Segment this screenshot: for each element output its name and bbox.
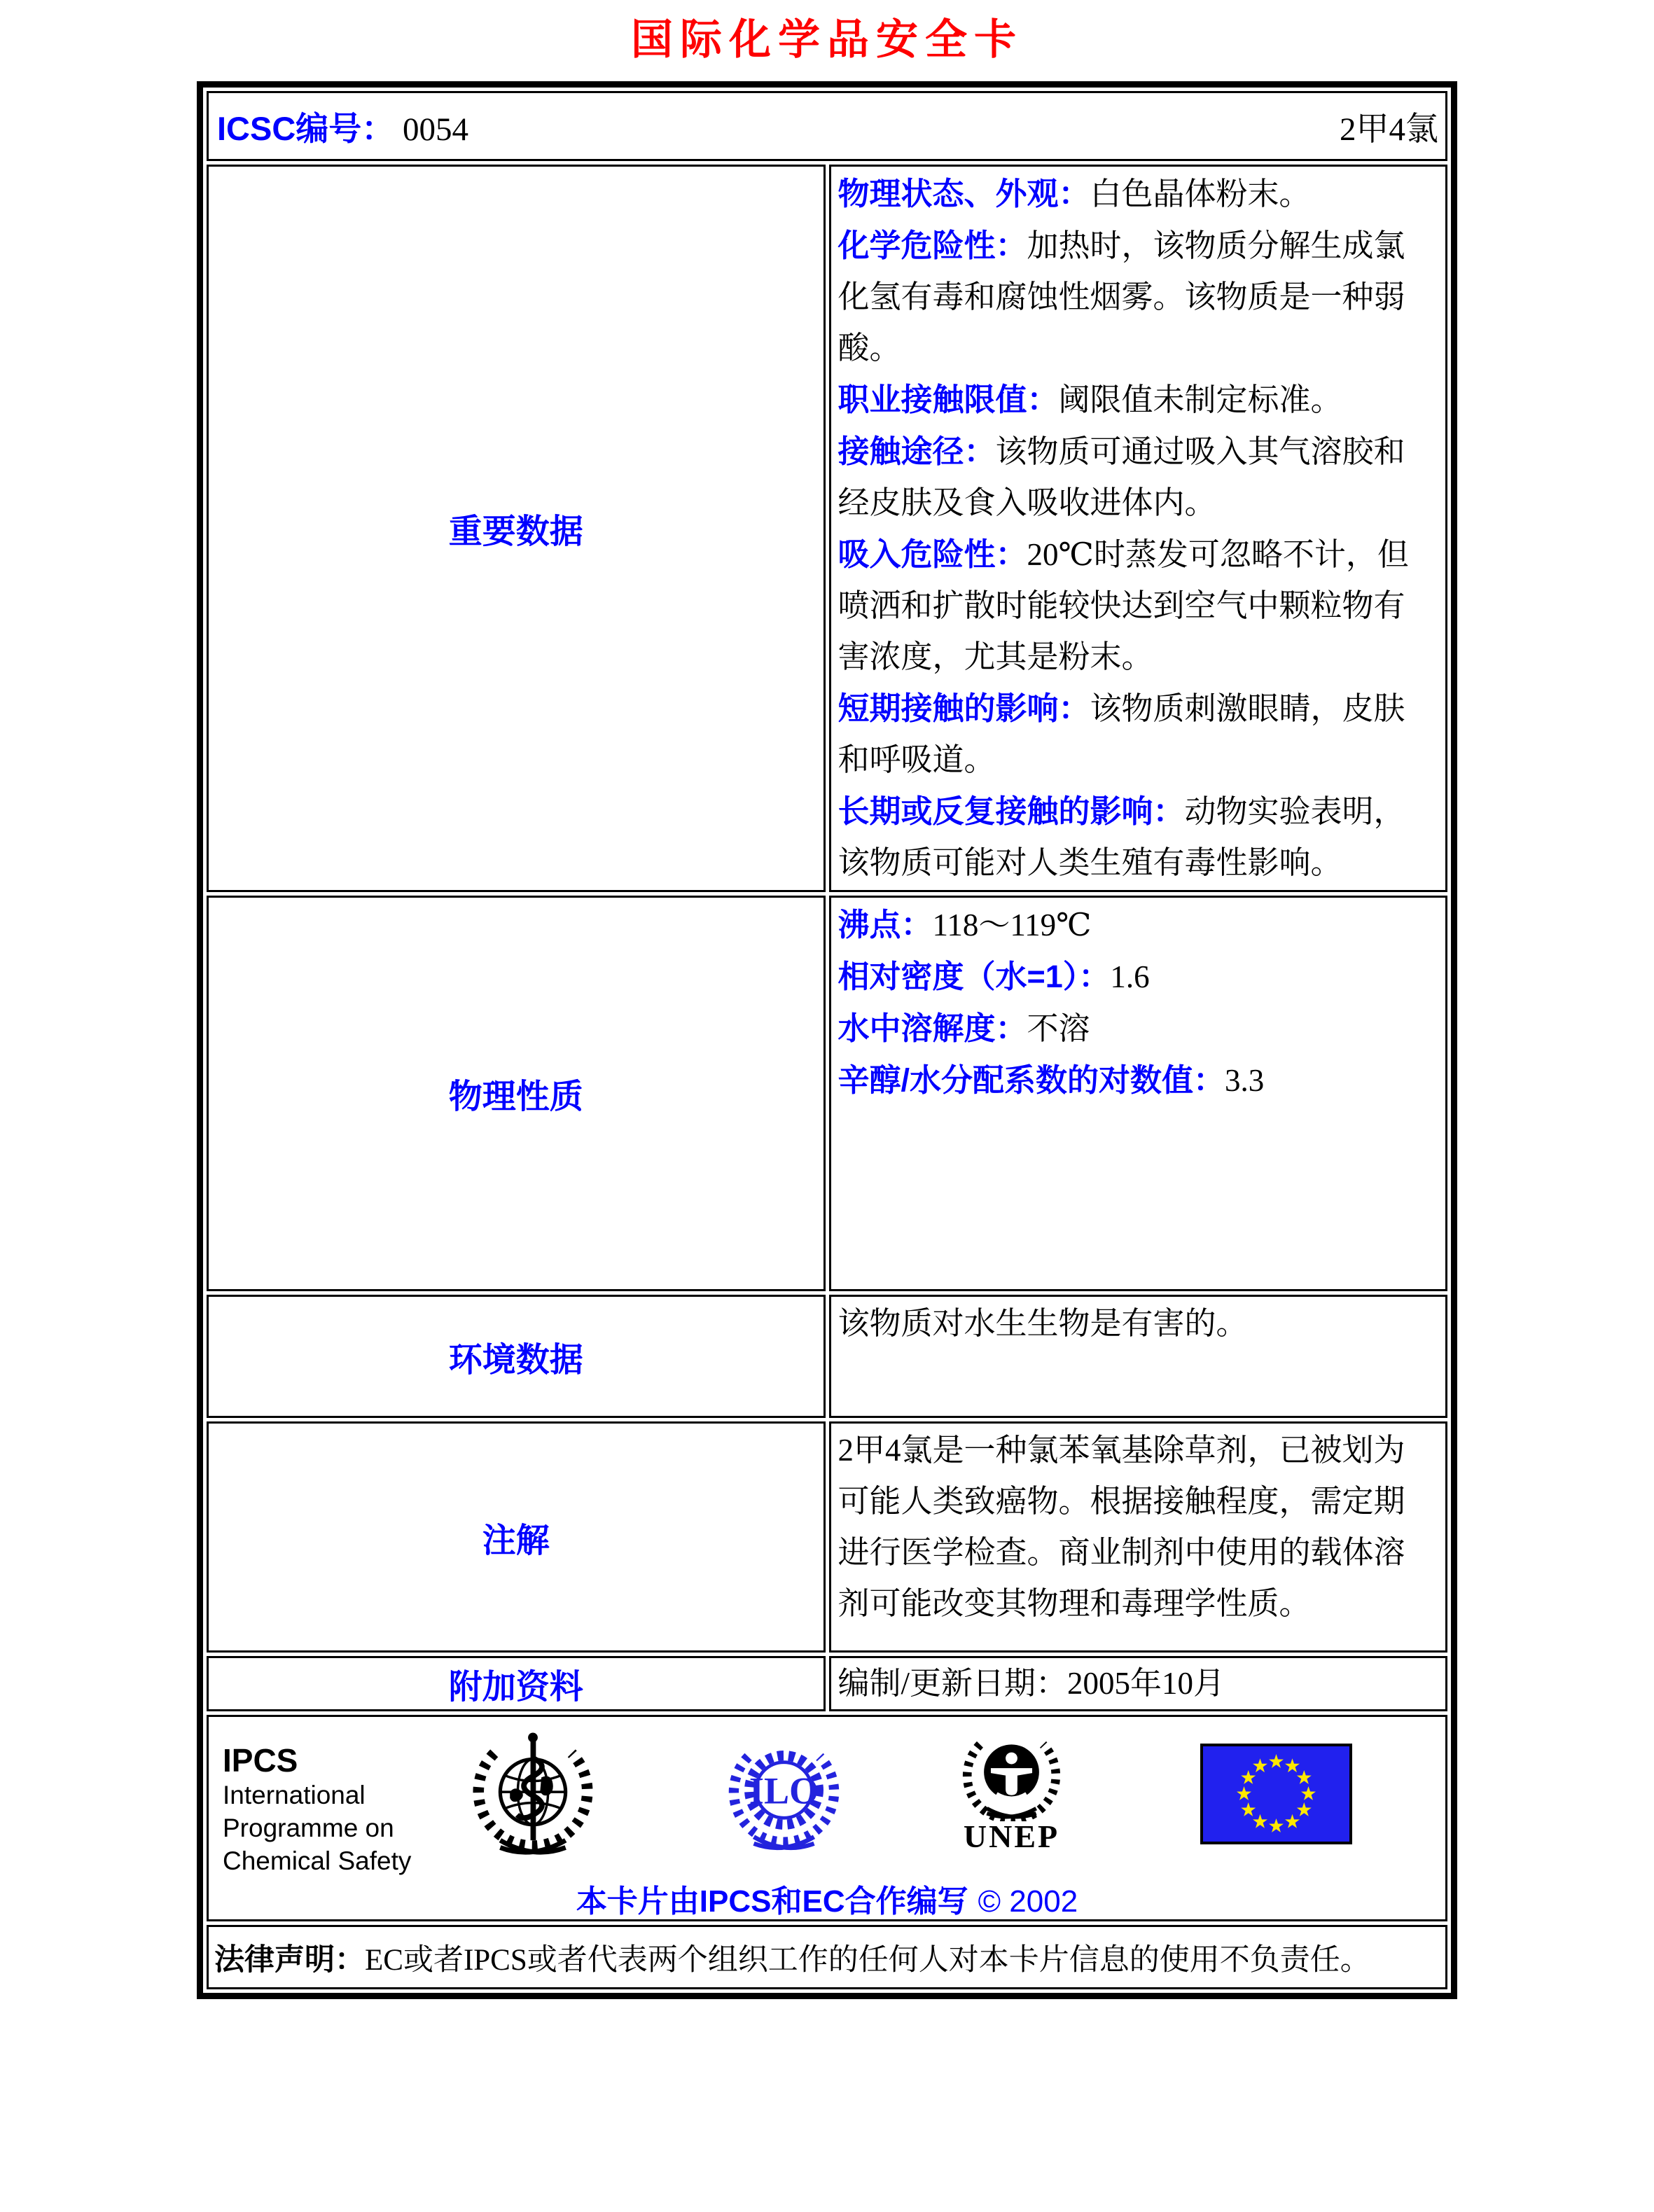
important-data-item: [838, 529, 1435, 683]
update-date-value: 2005年10月: [1067, 1666, 1225, 1701]
unep-logo-block: [957, 1727, 1066, 1853]
update-date-label: 编制/更新日期：: [838, 1666, 1068, 1701]
item-text: 不溶: [1027, 1011, 1090, 1046]
unep-caption: UNEP: [963, 1818, 1060, 1854]
svg-text:ILO: ILO: [749, 1769, 819, 1812]
important-data-label-cell: [207, 165, 826, 892]
physical-properties-row: [207, 896, 1447, 1291]
physical-property-item: [838, 1055, 1435, 1106]
environmental-data-content-cell: [829, 1295, 1448, 1418]
ipcs-line: Chemical Safety: [223, 1846, 412, 1875]
legal-cell: [207, 1925, 1447, 1989]
item-text: 118～119℃: [932, 907, 1092, 942]
copyright-text: 本卡片由IPCS和EC合作编写: [576, 1884, 968, 1919]
item-text: 20℃时蒸发可忽略不计，但喷洒和扩散时能较快达到空气中颗粒物有害浓度，尤其是粉末。: [838, 537, 1409, 674]
physical-properties-label-cell: [207, 896, 826, 1291]
copyright-year: © 2002: [978, 1884, 1078, 1919]
important-data-item: [838, 786, 1435, 889]
additional-info-row-label: 附加资料: [448, 1669, 583, 1706]
legal-text: EC或者IPCS或者代表两个组织工作的任何人对本卡片信息的使用不负责任。: [365, 1943, 1370, 1977]
physical-properties-row-label: 物理性质: [448, 1078, 583, 1115]
ipcs-line: Programme on: [223, 1814, 394, 1842]
item-label: 接触途径：: [838, 433, 996, 469]
item-label: 吸入危险性：: [838, 536, 1027, 572]
important-data-item: [838, 426, 1435, 529]
additional-info-label-cell: [207, 1656, 826, 1711]
item-label: 水中溶解度：: [838, 1010, 1027, 1046]
important-data-row: [207, 165, 1447, 892]
icsc-number-label: ICSC编号：: [217, 109, 395, 147]
environmental-data-text: 该物质对水生生物是有害的。: [838, 1306, 1248, 1341]
item-text: 白色晶体粉末。: [1090, 176, 1311, 211]
item-text: 1.6: [1110, 959, 1150, 994]
notes-row-label: 注解: [482, 1522, 550, 1559]
item-text: 加热时，该物质分解生成氯化氢有毒和腐蚀性烟雾。该物质是一种弱酸。: [838, 228, 1405, 366]
ipcs-line: International: [223, 1781, 366, 1809]
physical-property-item: [838, 1003, 1435, 1055]
card-header-row: [207, 91, 1447, 161]
important-data-row-label: 重要数据: [448, 513, 583, 550]
copyright-line: [209, 1884, 1445, 1919]
page-title: 国际化学品安全卡: [631, 17, 1023, 63]
item-text: 3.3: [1225, 1063, 1265, 1098]
important-data-content-cell: [829, 165, 1448, 892]
item-label: 物理状态、外观：: [838, 176, 1090, 211]
chemical-name: 2甲4氯: [1340, 111, 1438, 148]
physical-property-item: [838, 899, 1435, 951]
item-label: 长期或反复接触的影响：: [838, 793, 1185, 829]
environmental-data-row-label: 环境数据: [448, 1341, 583, 1379]
notes-row: [207, 1421, 1447, 1653]
physical-properties-content-cell: [829, 896, 1448, 1291]
logos-row: [207, 1715, 1447, 1921]
important-data-item: [838, 683, 1435, 786]
ipcs-text-block: [223, 1742, 447, 1877]
notes-label-cell: [207, 1421, 826, 1653]
item-label: 相对密度（水=1）：: [838, 959, 1111, 994]
environmental-data-row: [207, 1295, 1447, 1418]
unep-logo-icon: [957, 1727, 1066, 1821]
item-label: 职业接触限值：: [838, 382, 1059, 417]
logos-strip: [209, 1717, 1445, 1877]
notes-text: 2甲4氯是一种氯苯氧基除草剂，已被划为可能人类致癌物。根据接触程度，需定期进行医学检查。商业制剂中使用的载体溶剂可能改变其物理和毒理学性质。: [838, 1433, 1405, 1621]
environmental-data-label-cell: [207, 1295, 826, 1418]
item-text: 阈限值未制定标准。: [1058, 382, 1342, 417]
ipcs-name: IPCS: [223, 1742, 298, 1779]
icsc-number-group: [217, 103, 468, 150]
additional-info-row: [207, 1656, 1447, 1711]
card-header-cell: [207, 91, 1447, 161]
logos-cell: [207, 1715, 1447, 1921]
eu-flag-icon: [1200, 1744, 1352, 1848]
important-data-item: [838, 220, 1435, 374]
item-label: 辛醇/水分配系数的对数值：: [838, 1062, 1225, 1098]
notes-content-cell: [829, 1421, 1448, 1653]
item-text: 该物质可通过吸入其气溶胶和经皮肤及食入吸收进体内。: [838, 434, 1405, 520]
item-text: 动物实验表明，该物质可能对人类生殖有毒性影响。: [838, 794, 1405, 880]
important-data-item: [838, 374, 1435, 426]
card-header-inner: [209, 103, 1445, 150]
icsc-number-value: 0054: [403, 111, 469, 148]
legal-label: 法律声明：: [214, 1942, 365, 1977]
ilo-logo-icon: [723, 1727, 845, 1867]
item-label: 化学危险性：: [838, 228, 1027, 263]
item-label: 短期接触的影响：: [838, 690, 1090, 726]
item-label: 沸点：: [838, 907, 933, 942]
physical-property-item: [838, 951, 1435, 1003]
icsc-card-table: [197, 81, 1457, 1999]
item-text: 该物质刺激眼睛，皮肤和呼吸道。: [838, 691, 1405, 777]
legal-row: [207, 1925, 1447, 1989]
important-data-item: [838, 168, 1435, 220]
additional-info-content-cell: [829, 1656, 1448, 1711]
who-logo-icon: [466, 1727, 599, 1867]
